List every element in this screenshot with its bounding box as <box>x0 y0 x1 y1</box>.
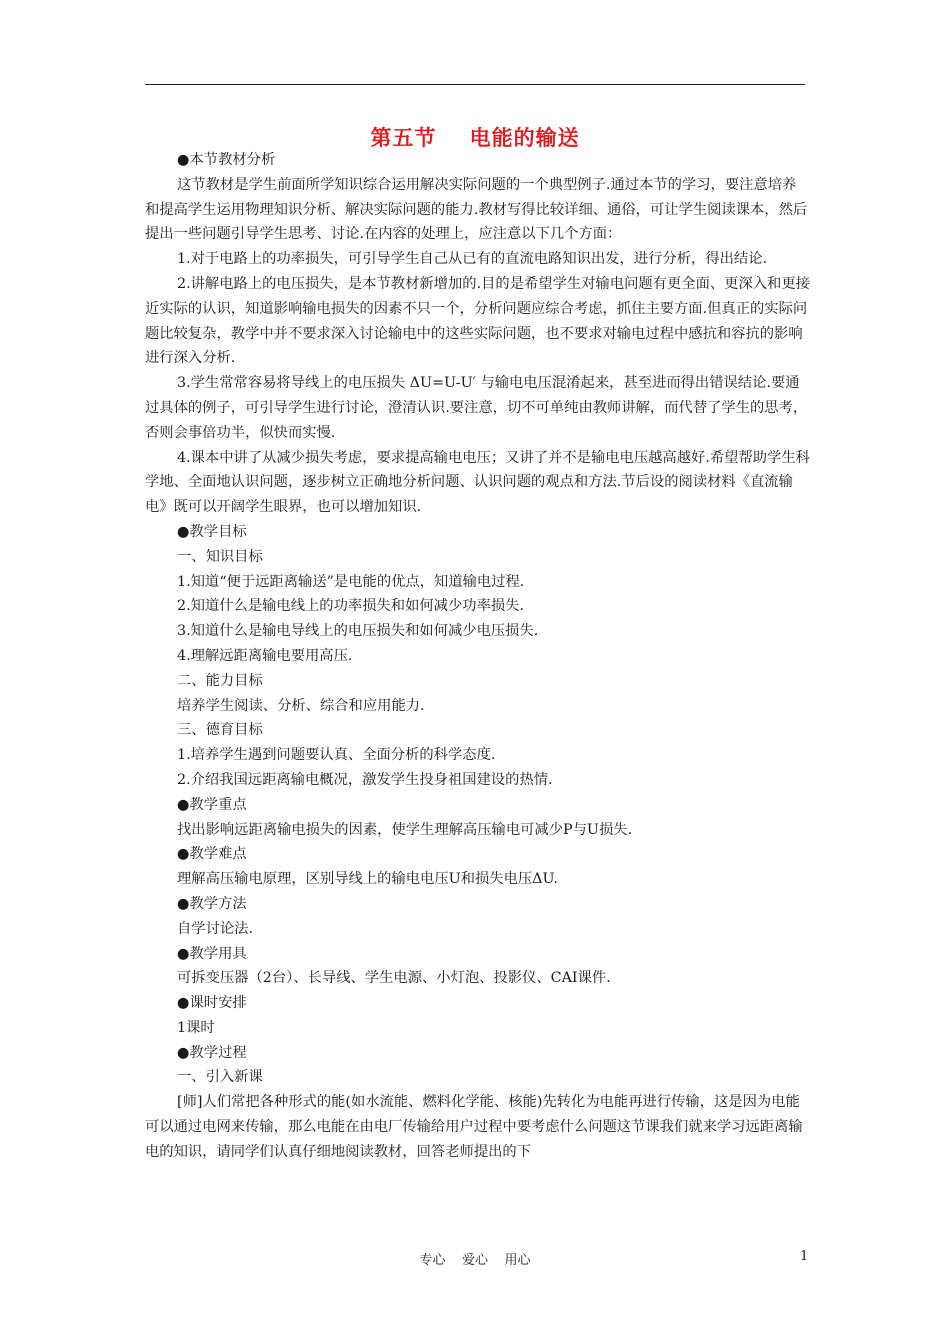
page-number: 1 <box>800 1249 809 1264</box>
paragraph: [师]人们常把各种形式的能(如水流能、燃料化学能、核能)先转化为电能再进行传输，这是因为电能可以通过电网来传输，那么电能在由电厂传输给用户过程中要考虑什么问题这节课我们就来学习远距离输电的知识，请同学们认真仔细地阅读教材，回答老师提出的下 <box>145 1094 803 1160</box>
section-heading: ●教学过程 <box>177 1044 247 1061</box>
paragraph: 1课时 <box>177 1019 215 1036</box>
paragraph: 2.介绍我国远距离输电概况，激发学生投身祖国建设的热情. <box>177 771 553 788</box>
header-rule <box>145 84 805 85</box>
paragraph: 3.知道什么是输电导线上的电压损失和如何减少电压损失. <box>177 623 539 640</box>
paragraph: 一、知识目标 <box>177 548 263 565</box>
paragraph: 1.对于电路上的功率损失，可引导学生自己从已有的直流电路知识出发，进行分析，得出结论. <box>177 251 768 268</box>
section-heading: ●本节教材分析 <box>177 152 276 168</box>
section-heading: ●教学目标 <box>177 523 247 540</box>
paragraph: 一、引入新课 <box>177 1069 263 1086</box>
paragraph: 这节教材是学生前面所学知识综合运用解决实际问题的一个典型例子.通过本节的学习，要注意培养和提高学生运用物理知识分析、解决实际问题的能力.教材写得比较详细、通俗，可让学生阅读课本，然后提出一些问题引导学生思考、讨论.在内容的处理上，应注意以下几个方面： <box>145 176 808 243</box>
paragraph: 可拆变压器（2台）、长导线、学生电源、小灯泡、投影仪、CAI课件. <box>177 970 611 987</box>
section-heading: ●教学方法 <box>177 895 247 912</box>
paragraph: 二、能力目标 <box>177 672 263 689</box>
section-heading: ●教学重点 <box>177 796 247 813</box>
paragraph: 三、德育目标 <box>177 722 263 739</box>
paragraph: 理解高压输电原理，区别导线上的输电电压U和损失电压ΔU. <box>177 871 558 888</box>
paragraph: 找出影响远距离输电损失的因素，使学生理解高压输电可减少P与U损失. <box>177 821 633 838</box>
paragraph: 2.讲解电路上的电压损失，是本节教材新增加的.目的是希望学生对输电问题有更全面、更深入和更接近实际的认识，知道影响输电损失的因素不只一个，分析问题应综合考虑，抓住主要方面.但真正的实际问题比较复杂，教学中并不要求深入讨论输电中的这些实际问题，也不要求对输电过程中感抗和容抗的影响进行深入分析. <box>145 275 810 367</box>
document-body <box>145 148 810 1165</box>
paragraph: 4.理解远距离输电要用高压. <box>177 647 353 664</box>
paragraph: 2.知道什么是输电线上的功率损失和如何减少功率损失. <box>177 598 525 615</box>
section-heading: ●课时安排 <box>177 995 247 1012</box>
paragraph: 1.知道“便于远距离输送”是电能的优点，知道输电过程. <box>177 573 525 590</box>
section-heading: ●教学难点 <box>177 846 247 863</box>
paragraph: 4.课本中讲了从减少损失考虑，要求提高输电电压；又讲了并不是输电电压越高越好.希望帮助学生科学地、全面地认识问题，逐步树立正确地分析问题、认识问题的观点和方法.节后设的阅读材料《直流输电》既可以开阔学生眼界，也可以增加知识. <box>145 449 810 516</box>
footer-motto: 专心 爱心 用心 <box>419 1253 531 1268</box>
section-title: 第五节 电能的输送 <box>370 126 580 150</box>
paragraph: 1.培养学生遇到问题要认真、全面分析的科学态度. <box>177 747 496 764</box>
paragraph: 自学讨论法. <box>177 920 254 937</box>
paragraph: 培养学生阅读、分析、综合和应用能力. <box>177 697 425 714</box>
paragraph: 3.学生常常容易将导线上的电压损失 ΔU=U-U′ 与输电电压混淆起来，甚至进而得出错误结论.要通过具体的例子，可引导学生进行讨论，澄清认识.要注意，切不可单纯由教师讲解，而代替了学生的思考，否则会事倍功半，似快而实慢. <box>145 375 808 441</box>
section-heading: ●教学用具 <box>177 945 247 962</box>
